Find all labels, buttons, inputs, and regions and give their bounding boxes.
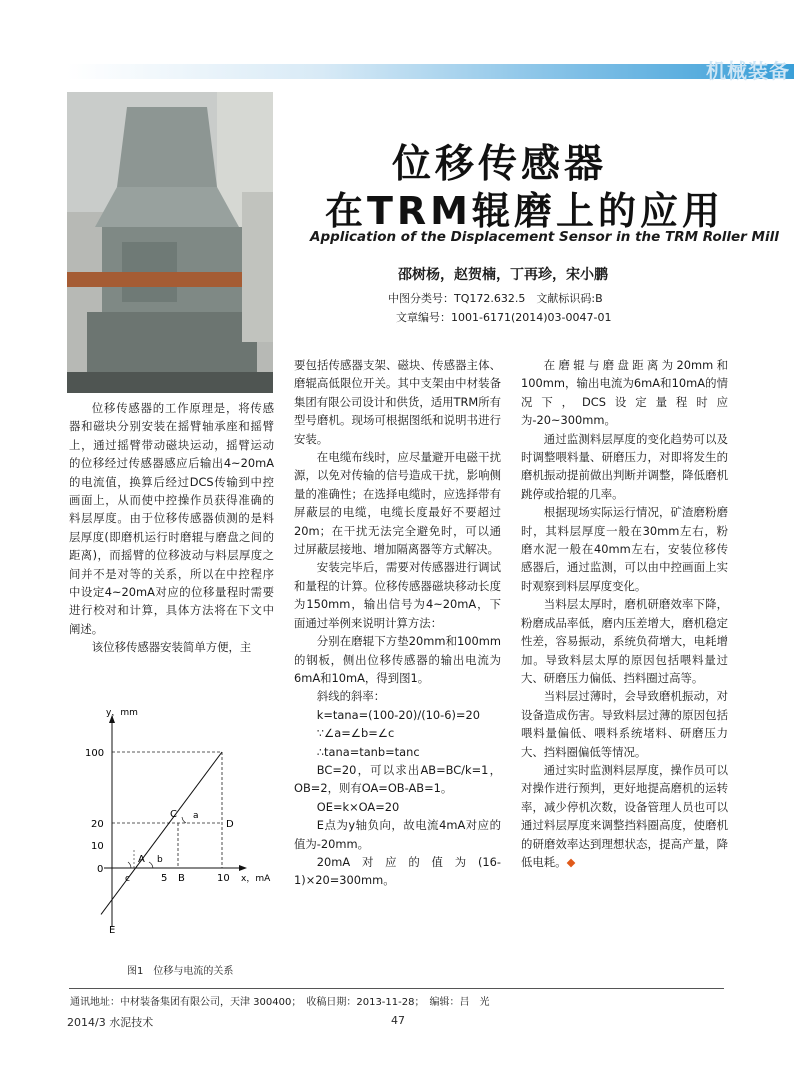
- body-column-2: [294, 356, 501, 890]
- journal-name: 2014/3 水泥技术: [67, 1016, 154, 1029]
- figure-caption: 图1 位移与电流的关系: [127, 966, 234, 977]
- paragraph: 要包括传感器支架、磁块、传感器主体、磨辊高低限位开关。其中支架由中材装备集团有限公司设计和供货，适用TRM所有型号磨机。现场可根据图纸和说明书进行安装。: [294, 358, 501, 446]
- article-subtitle: Application of the Displacement Sensor in the TRM Roller Mill: [310, 229, 779, 245]
- authors: 邵树杨，赵贺楠，丁再珍，宋小鹏: [398, 267, 608, 283]
- equation-line: ∴tana=tanb=tanc: [316, 744, 420, 759]
- paragraph: 分别在磨辊下方垫20mm和100mm的钢板，侧出位移传感器的输出电流为6mA和10mA，得到图1。: [294, 634, 501, 685]
- page-number: 47: [391, 1014, 405, 1027]
- paragraph: 位移传感器的工作原理是，将传感器和磁块分别安装在摇臂轴承座和摇臂上，通过摇臂带动磁块运动，摇臂运动的位移经过传感器感应后输出4~20mA的电流值，换算后经过DCS传输到中控画面上，从而使中控操作员获得准确的料层厚度。由于位移传感器侦测的是料层厚度(即磨机运行时磨辊与磨盘之间的距离)，而摇臂的位移波动与料层厚度之间并不是对等的关系，所以在中控程序中设定4~20mA对应的位移量程时需要进行校对和计算，具体方法将在下文中阐述。: [69, 401, 274, 636]
- y-tick-label: 100: [85, 748, 105, 759]
- series-line: [101, 752, 222, 914]
- y-tick-label: 0: [97, 864, 104, 875]
- paragraph: 在磨辊与磨盘距离为20mm和100mm，输出电流为6mA和10mA的情况下，DCS设定量程时应为-20~300mm。: [521, 358, 728, 428]
- body-column-1: [69, 399, 274, 657]
- equation-line: ∵∠a=∠b=∠c: [316, 726, 395, 741]
- section-tag: 机械装备: [706, 59, 790, 83]
- paragraph: 该位移传感器安装简单方便，主: [91, 640, 252, 655]
- x-tick-label: 5: [161, 873, 168, 884]
- paragraph: 在电缆布线时，应尽量避开电磁干扰源，以免对传输的信号造成干扰，影响侧量的准确性；在选择电缆时，应选择带有屏蔽层的电缆，电缆长度最好不要超过20m；在干扰无法完全避免时，可以通过屏蔽层接地、增加隔离器等方式解决。: [294, 450, 501, 557]
- paragraph: E点为y轴负向，故电流4mA对应的值为-20mm。: [294, 818, 501, 851]
- y-tick-label: 20: [91, 819, 104, 830]
- y-tick-label: 10: [91, 841, 104, 852]
- point-label-E: E: [109, 925, 116, 936]
- paragraph-text: 通过实时监测料层厚度，操作员可以对操作进行预判，更好地提高磨机的运转率，减少停机次数，设备管理人员也可以通过料层厚度来调整挡料圈高度，使磨机的研磨效率达到理想状态，提高产量，降低电耗。: [521, 762, 728, 869]
- y-axis-label: y，mm: [106, 708, 138, 718]
- footer-divider: [69, 988, 724, 989]
- paragraph: BC=20，可以求出AB=BC/k=1，OB=2，则有OA=OB-AB=1。: [294, 762, 501, 796]
- paragraph: 安装完毕后，需要对传感器进行调试和量程的计算。位移传感器磁块移动长度为150mm，输出信号为4~20mA，下面通过举例来说明计算方法：: [294, 560, 501, 630]
- angle-b-arc: [149, 862, 153, 868]
- paragraph: [521, 761, 728, 871]
- point-label-A: A: [138, 854, 145, 865]
- equation-line: k=tana=(100-20)/(10-6)=20: [316, 707, 480, 722]
- classification-number: 中图分类号：TQ172.632.5 文献标识码:B: [388, 292, 603, 305]
- end-mark-icon: ◆: [566, 854, 576, 869]
- header-band: [67, 64, 794, 79]
- equation-line: 斜线的斜率：: [316, 689, 386, 704]
- angle-label-c: c: [125, 874, 130, 884]
- x-axis-label: x，mA: [241, 874, 271, 884]
- displacement-current-chart: [69, 705, 279, 965]
- footer-info: 通讯地址：中材装备集团有限公司，天津 300400； 收稿日期：2013-11-28； 编辑：吕 光: [70, 997, 490, 1008]
- body-column-3: [521, 356, 728, 871]
- angle-label-b: b: [157, 855, 163, 865]
- paragraph: 当料层过薄时，会导致磨机振动，对设备造成伤害。导致料层过薄的原因包括喂料量偏低、喂料系统堵料、研磨压力大、挡料圈偏低等情况。: [521, 689, 728, 759]
- angle-label-a: a: [193, 811, 199, 821]
- figure-1: [69, 705, 279, 975]
- angle-c-arc: [128, 862, 131, 868]
- mill-photo: [67, 92, 273, 393]
- angle-a-arc: [182, 817, 186, 823]
- x-tick-label: 10: [217, 873, 230, 884]
- point-label-D: D: [226, 819, 234, 830]
- paragraph: 根据现场实际运行情况，矿渣磨粉磨时，其料层厚度一般在30mm左右，粉磨水泥一般在40mm左右，安装位移传感器后，通过监测，可以由中控画面上实时观察到料层厚度变化。: [521, 505, 728, 593]
- article-number: 文章编号：1001-6171(2014)03-0047-01: [396, 311, 612, 324]
- x-axis-arrow: [239, 865, 247, 871]
- equation-line: OE=k×OA=20: [316, 799, 400, 814]
- point-label-C: C: [170, 809, 177, 820]
- point-label-B: B: [178, 873, 185, 884]
- paragraph: 20mA对应的值为(16-1)×20=300mm。: [294, 854, 501, 888]
- paragraph: 当料层太厚时，磨机研磨效率下降，粉磨成品率低，磨内压差增大，磨机稳定性差，容易振动，系统负荷增大，电耗增加。导致料层太厚的原因包括喂料量过大、研磨压力偏低、挡料圈过高等。: [521, 597, 728, 685]
- article-title-line2: 在TRM辊磨上的应用: [325, 189, 724, 233]
- paragraph: 通过监测料层厚度的变化趋势可以及时调整喂料量、研磨压力，对即将发生的磨机振动提前做出判断并调整，降低磨机跳停或拾辊的几率。: [521, 431, 728, 501]
- article-title-line1: 位移传感器: [392, 142, 608, 187]
